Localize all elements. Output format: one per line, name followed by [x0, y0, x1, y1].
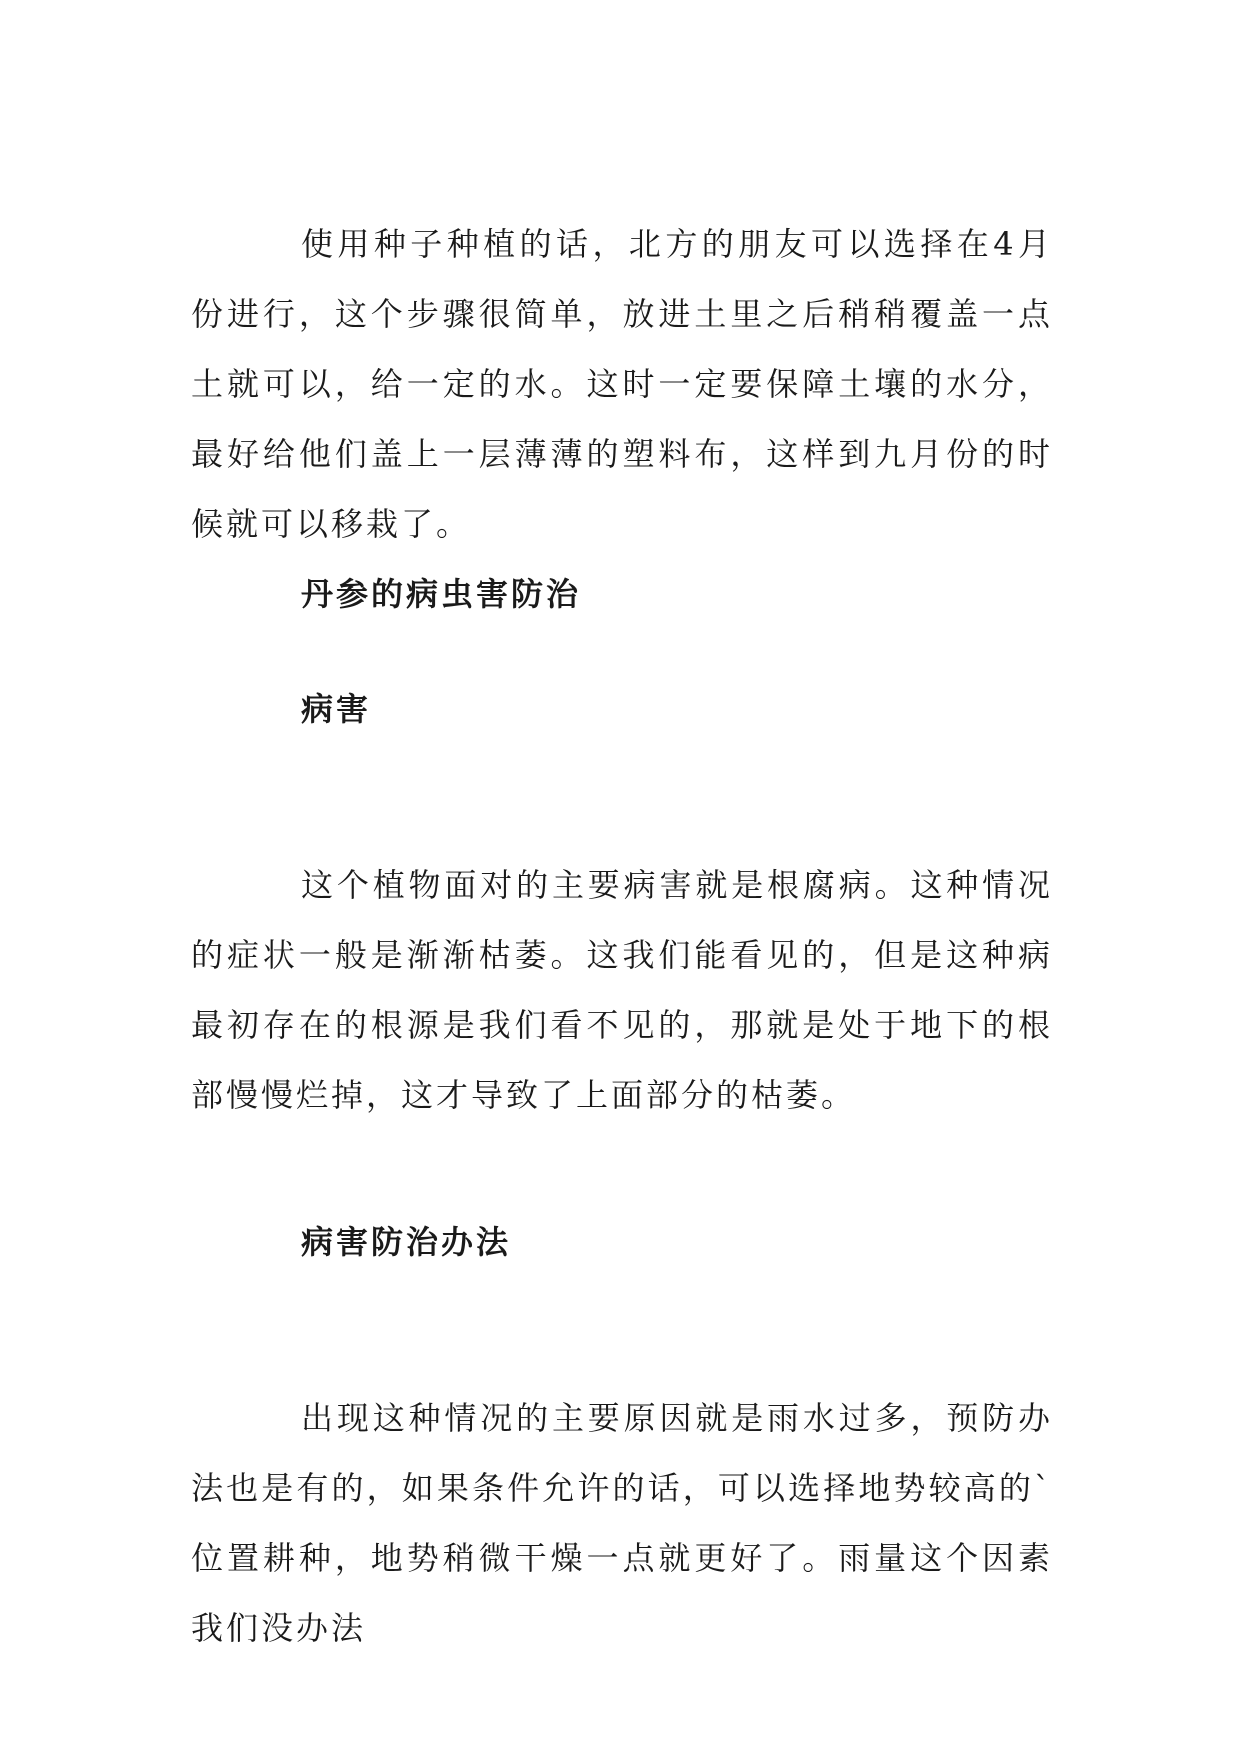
paragraph-root-rot: 这个植物面对的主要病害就是根腐病。这种情况的症状一般是渐渐枯萎。这我们能看见的，但是这种病最初存在的根源是我们看不见的，那就是处于地下的根部慢慢烂掉，这才导致了上面部分的枯萎。: [191, 866, 1053, 1114]
section-heading-pest-control: 丹参的病虫害防治: [301, 575, 582, 613]
subsection-heading-disease-control: 病害防治办法: [301, 1223, 512, 1261]
subsection-heading-disease: 病害: [301, 690, 372, 728]
paragraph-rainfall-cause: 出现这种情况的主要原因就是雨水过多，预防办法也是有的，如果条件允许的话，可以选择地势较高的`位置耕种，地势稍微干燥一点就更好了。雨量这个因素我们没办法: [191, 1399, 1053, 1647]
paragraph-seed-planting: 使用种子种植的话，北方的朋友可以选择在4月份进行，这个步骤很简单，放进土里之后稍稍覆盖一点土就可以，给一定的水。这时一定要保障土壤的水分，最好给他们盖上一层薄薄的塑料布，这样到九月份的时候就可以移栽了。: [191, 225, 1053, 543]
